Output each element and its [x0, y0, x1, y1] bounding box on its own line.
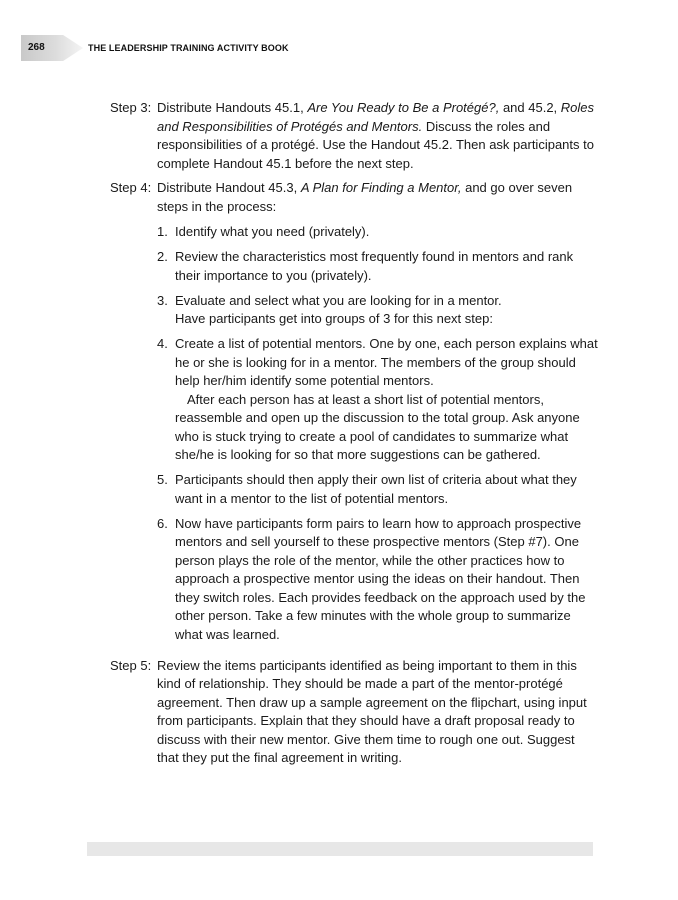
step-3 [110, 99, 598, 173]
step-text: Distribute Handout 45.3, [157, 180, 301, 195]
item-text: Evaluate and select what you are looking for in a mentor. [175, 292, 502, 308]
item-paragraph: After each person has at least a short list of potential mentors, reassemble and open up the discussion to the total group. Ask anyone who is stuck trying to create a pool of candidates to summarize what she/he is looking for so that more suggestions can be gathered. [175, 391, 580, 462]
item-number: 6. [157, 515, 168, 531]
step-text: Distribute Handouts 45.1, [157, 100, 308, 115]
step-body [157, 179, 598, 651]
step-text: Discuss the roles and responsibilities of a protégé. Use the Handout 45.2. Then ask participants to complete Handout 45.1 before the next step. [157, 118, 594, 171]
step-label: Step 4: [110, 180, 152, 195]
footer-bar [87, 842, 593, 856]
item-number: 2. [157, 249, 168, 264]
item-text: Now have participants form pairs to learn how to approach prospective mentors and sell yourself to these prospective mentors (Step #7). One person plays the role of the mentor, while the other practices how to approach a prospective mentor using the ideas on their handout. Then they switch roles. Each provides feedback on the approach used by the other person. Take a few minutes with the whole group to summarize what was learned. [175, 515, 586, 642]
page-body [110, 99, 598, 774]
list-item [157, 292, 598, 329]
item-text: Participants should then apply their own list of criteria about what they want in a mentor to the list of potential mentors. [175, 472, 577, 506]
step-text: and 45.2, [499, 100, 561, 115]
step-4 [110, 179, 598, 651]
handout-title: Are You Ready to Be a Protégé?, [307, 100, 500, 115]
item-number: 5. [157, 472, 168, 487]
list-item [157, 515, 598, 645]
step-body [157, 99, 598, 173]
item-text-block [175, 335, 598, 465]
item-text: Review the characteristics most frequently found in mentors and rank their importance to you (privately). [175, 249, 574, 283]
running-head: THE LEADERSHIP TRAINING ACTIVITY BOOK [88, 43, 289, 53]
item-text: Create a list of potential mentors. One by one, each person explains what he or she is looking for in a mentor. The members of the group should help her/him identify some potential mentors. [175, 336, 598, 388]
item-number: 3. [157, 292, 168, 308]
handout-title: Roles and Responsibilities of Protégés and Mentors. [157, 100, 595, 134]
step-body: Review the items participants identified as being important to them in this kind of relationship. They should be made a part of the mentor-protégé agreement. Then draw up a sample agreement on the flipchart, using input from participants. Explain that they should have a draft proposal ready to discuss with their new mentor. Give them time to rough one out. Suggest that they put the final agreement in writing. [157, 657, 587, 765]
list-item [157, 335, 598, 465]
item-text-block [175, 292, 598, 329]
list-item [157, 248, 598, 285]
handout-title: A Plan for Finding a Mentor, [300, 180, 462, 195]
item-number: 1. [157, 224, 168, 239]
step-5 [110, 657, 598, 768]
list-item [157, 471, 598, 508]
item-text: Identify what you need (privately). [175, 224, 370, 239]
list-item [157, 223, 598, 242]
page-number: 268 [28, 42, 45, 53]
step-text: and go over seven steps in the process: [157, 180, 573, 214]
item-note: Have participants get into groups of 3 for this next step: [175, 311, 493, 326]
item-number: 4. [157, 336, 168, 351]
step-label: Step 3: [110, 100, 152, 115]
step-label: Step 5: [110, 657, 152, 673]
page-header [21, 35, 621, 61]
numbered-list [157, 223, 598, 644]
